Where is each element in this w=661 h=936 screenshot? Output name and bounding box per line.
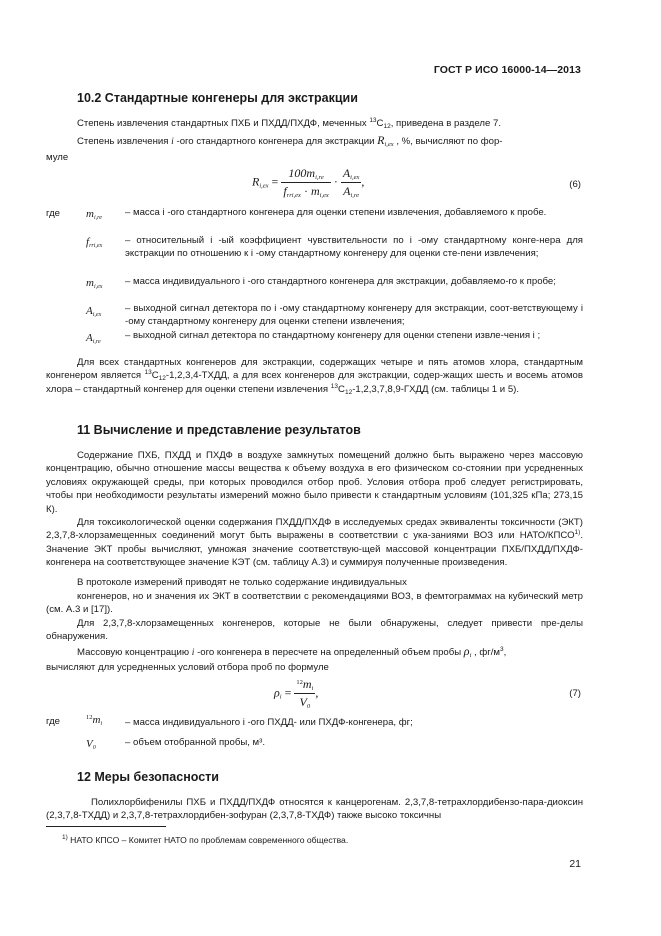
def-symbol: $m_{i,ex}$ <box>86 277 103 290</box>
s11-para-5: Для 2,3,7,8-хлорзамещенных конгенеров, которые не были обнаружены, следует привести пре-делы обнаружения. <box>46 618 583 643</box>
formula-6-number: (6) <box>569 179 581 190</box>
section-10-2-title: 10.2 Стандартные конгенеры для экстракции <box>77 91 358 105</box>
s11-para-6: Массовую концентрацию i -ого конгенера в пересчете на определенный объем пробы $\rho_i$ , $фг/м^3$, <box>77 644 507 659</box>
s10-2-para-3: Для всех стандартных конгенеров для экстракции, содержащих четыре и пять атомов хлора, стандартным конгенером является $^{13}C_{12}-1,2,3,4$-ТХДД, а для всех конгенеров для экстракции, содер-жащих шесть и восемь атомов хлора – стандартный конгенер для оценки степени извлечения $^{13}C_{12}-1,2,3,7,8,9$-ГХДД (см. таблицы 1 и 5). <box>46 357 583 396</box>
formula-7-number: (7) <box>569 688 581 699</box>
s10-2-para-2-cont: муле <box>46 152 69 163</box>
def-symbol: $f_{rri,ex}$ <box>86 236 103 249</box>
formula-6: $R_{i,ex}$ = $\frac{100m_{i,re}}{f_{rri,ex} \cdot m_{i,ex}}$ · $\frac{A_{i,ex}}{A_{i,re}}$ , <box>252 166 365 199</box>
s10-2-para-1: Степень извлечения стандартных ПХБ и ПХДД/ПХДФ, меченных $^{13}C_{12}$, приведена в разделе 7. <box>77 117 502 130</box>
s12-para-1: Полихлорбифенилы ПХБ и ПХДД/ПХДФ относятся к канцерогенам. 2,3,7,8-тетрахлордибензо-пара-диоксин (2,3,7,8-ТХДД) и 2,3,7,8-тетрахлордибен-зофуран (2,3,7,8-ТХДФ) также высоко токсичны <box>46 797 583 822</box>
def-symbol: $V_0$ <box>86 738 96 751</box>
section-11-title: 11 Вычисление и представление результатов <box>77 423 361 437</box>
def-text: – выходной сигнал детектора по i -ому стандартному конгенеру для экстракции, соот-ветствующему i -ому стандартному конгенеру для оценки степени извлечения; <box>125 303 583 328</box>
def-text: – масса i -ого стандартного конгенера для оценки степени извлечения, добавляемого к пробе. <box>125 207 547 218</box>
s11-para-3: В протоколе измерений приводят не только содержание индивидуальных <box>77 577 407 588</box>
standard-header: ГОСТ Р ИСО 16000-14—2013 <box>433 64 581 76</box>
def-text: – относительный i -ый коэффициент чувствительности по i -ому стандартному конге-нера для экстракции по отношению к i -ому стандартному конгенеру для оценки сте-пени извлечения; <box>125 235 583 260</box>
def-symbol: $A_{i,ex}$ <box>86 305 102 318</box>
def-text: – объем отобранной пробы, м³. <box>125 737 266 748</box>
section-12-title: 12 Меры безопасности <box>77 770 219 784</box>
footnote: $^{1)}$ НАТО КПСО – Комитет НАТО по проблемам современного общества. <box>62 834 349 845</box>
def-text: – масса индивидуального i -ого стандартного конгенера для экстракции, добавляемо-го к пробе; <box>125 276 556 287</box>
def-text: – масса индивидуального i -ого ПХДД- или ПХДФ-конгенера, фг; <box>125 717 413 728</box>
s11-para-4: конгенеров, но и значения их ЭКТ в соответствии с рекомендациями ВОЗ, в фемтограммах на кубический метр (см. А.3 и [17]). <box>46 591 583 616</box>
def-text: – выходной сигнал детектора по стандартному конгенеру для оценки степени извле-чения i ; <box>125 330 541 341</box>
def-symbol: $A_{i,re}$ <box>86 332 101 345</box>
page-number: 21 <box>569 858 581 870</box>
where-label-2: где <box>46 716 61 727</box>
footnote-divider <box>46 826 166 827</box>
def-symbol: $^{12}m_i$ <box>86 714 103 727</box>
where-label-1: где <box>46 208 61 219</box>
s10-2-para-2: Степень извлечения i -ого стандартного конгенера для экстракции $R_{i,ex}$ , %, вычисляют по фор- <box>77 133 503 148</box>
def-symbol: $m_{i,re}$ <box>86 208 102 221</box>
s11-para-1: Содержание ПХБ, ПХДД и ПХДФ в воздухе замкнутых помещений должно быть выражено через массовую концентрацию, обычно отношение массы вещества к объему воздуха в его физическом со-стоянии при усредненных условиях окружающей среды, при которых проводился отбор проб. Условия отбора проб следует регистрировать, чтобы при необходимости результаты измерений можно было привести к стандартным условиям (101,325 кПа; 273,15 К). <box>46 450 583 515</box>
formula-7: $\rho_i$ = $\frac{^{12}m_i}{V_0}$ , <box>274 677 319 710</box>
s11-para-7: вычисляют для усредненных условий отбора проб по формуле <box>46 662 329 673</box>
s11-para-2: Для токсикологической оценки содержания ПХДД/ПХДФ в исследуемых средах эквиваленты токсичности (ЭКТ) 2,3,7,8-хлорзамещенных соединений могут быть выражены в соответствии с ука-заниями ВОЗ или НАТО/КПСО$^{1)}$. Значение ЭКТ пробы вычисляют, умножая значение соответствую-щей массовой концентрации ПХБ/ПХДД/ПХДФ-конгенера на соответствующее значение КЭТ (см. таблицу А.3) и суммируя полученные произведения. <box>46 517 583 569</box>
